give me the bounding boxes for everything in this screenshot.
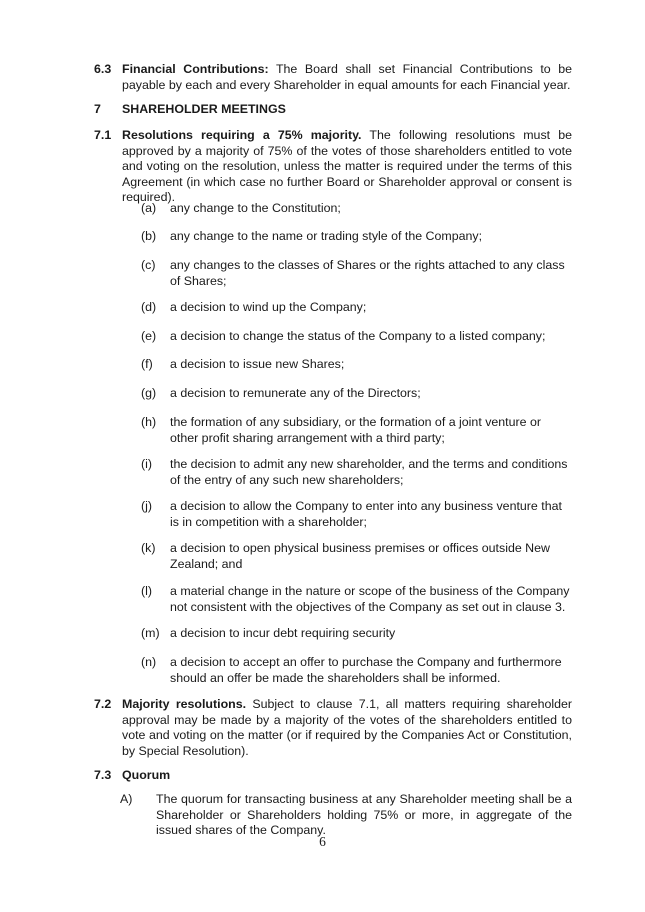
clause-text: The Board shall set Financial Contributions to be payable by each and every Shareholder in equal amounts for each Financial year.	[122, 62, 572, 92]
list-item	[141, 655, 572, 686]
clause-title: Quorum	[122, 768, 171, 782]
clause-number: 7.1	[94, 128, 112, 142]
item-text: the formation of any subsidiary, or the formation of a joint venture or other profit sharing arrangement with a third party;	[170, 415, 541, 445]
clause-7-1	[94, 128, 572, 206]
clause-title: Resolutions requiring a 75% majority.	[122, 128, 362, 142]
page-number: 6	[319, 834, 326, 849]
clause-body	[122, 697, 572, 759]
item-text: any change to the name or trading style of the Company;	[170, 229, 483, 243]
item-label: (i)	[141, 457, 153, 471]
section-heading-7	[94, 102, 286, 118]
item-label: (a)	[141, 201, 157, 215]
clause-6-3	[94, 62, 572, 93]
item-text: a decision to accept an offer to purchase the Company and furthermore should an offer be made the shareholders shall be informed.	[170, 655, 562, 685]
section-number: 7	[94, 102, 101, 116]
clause-body	[122, 128, 572, 206]
item-label: (m)	[141, 626, 160, 640]
item-text: a decision to open physical business premises or offices outside New Zealand; and	[170, 541, 550, 571]
clause-body	[122, 62, 572, 93]
clause-number: 6.3	[94, 62, 112, 76]
item-text: a decision to issue new Shares;	[170, 357, 345, 371]
clause-7-2	[94, 697, 572, 759]
list-item	[141, 357, 572, 373]
item-label: (b)	[141, 229, 157, 243]
clause-body	[122, 768, 572, 784]
item-label: (j)	[141, 499, 153, 513]
item-label: (k)	[141, 541, 156, 555]
list-item	[141, 457, 572, 488]
item-text: a decision to wind up the Company;	[170, 300, 367, 314]
clause-number: 7.3	[94, 768, 112, 782]
item-label: (n)	[141, 655, 157, 669]
sub-clause-a	[120, 792, 572, 839]
item-text: the decision to admit any new shareholder, and the terms and conditions of the entry of any such new shareholders;	[170, 457, 568, 487]
item-label: (g)	[141, 386, 157, 400]
list-item	[141, 386, 572, 402]
item-label: (e)	[141, 329, 157, 343]
section-title: SHAREHOLDER MEETINGS	[122, 102, 286, 116]
list-item	[141, 499, 572, 530]
item-text: a material change in the nature or scope of the business of the Company not consistent with the objectives of the Company as set out in clause 3.	[170, 584, 570, 614]
list-item	[141, 541, 572, 572]
list-item	[141, 258, 572, 289]
clause-title: Financial Contributions:	[122, 62, 269, 76]
item-label: (f)	[141, 357, 153, 371]
item-text: a decision to allow the Company to enter into any business venture that is in competition with a shareholder;	[170, 499, 562, 529]
clause-title: Majority resolutions.	[122, 697, 247, 711]
item-label: (c)	[141, 258, 156, 272]
list-item	[141, 329, 572, 345]
clause-text: Subject to clause 7.1, all matters requiring shareholder approval may be made by a majority of the votes of the shareholders entitled to vote and voting on the matter (or if required by the Companies Act or Constitution, by Special Resolution).	[122, 697, 573, 758]
item-label: (d)	[141, 300, 157, 314]
list-item	[141, 300, 572, 316]
item-text: any changes to the classes of Shares or the rights attached to any class of Shares;	[170, 258, 565, 288]
list-item	[141, 626, 572, 642]
list-item	[141, 229, 572, 245]
list-item	[141, 415, 572, 446]
clause-number: 7.2	[94, 697, 112, 711]
item-label: (l)	[141, 584, 153, 598]
list-item	[141, 584, 572, 615]
clause-text: The following resolutions must be approved by a majority of 75% of the votes of those shareholders entitled to vote and voting on the resolution, unless the matter is required under the terms of this Agreement (in which case no further Board or Shareholder approval or consent is required).	[122, 128, 572, 204]
item-text: a decision to change the status of the Company to a listed company;	[170, 329, 546, 343]
item-text: any change to the Constitution;	[170, 201, 341, 215]
sub-clause-text: The quorum for transacting business at any Shareholder meeting shall be a Shareholder or Shareholders holding 75% or more, in aggregate of the issued shares of the Company.	[156, 792, 572, 837]
item-label: (h)	[141, 415, 157, 429]
clause-7-3	[94, 768, 572, 784]
item-text: a decision to incur debt requiring security	[170, 626, 396, 640]
sub-clause-label: A)	[120, 792, 133, 806]
list-item	[141, 201, 572, 217]
item-text: a decision to remunerate any of the Directors;	[170, 386, 421, 400]
